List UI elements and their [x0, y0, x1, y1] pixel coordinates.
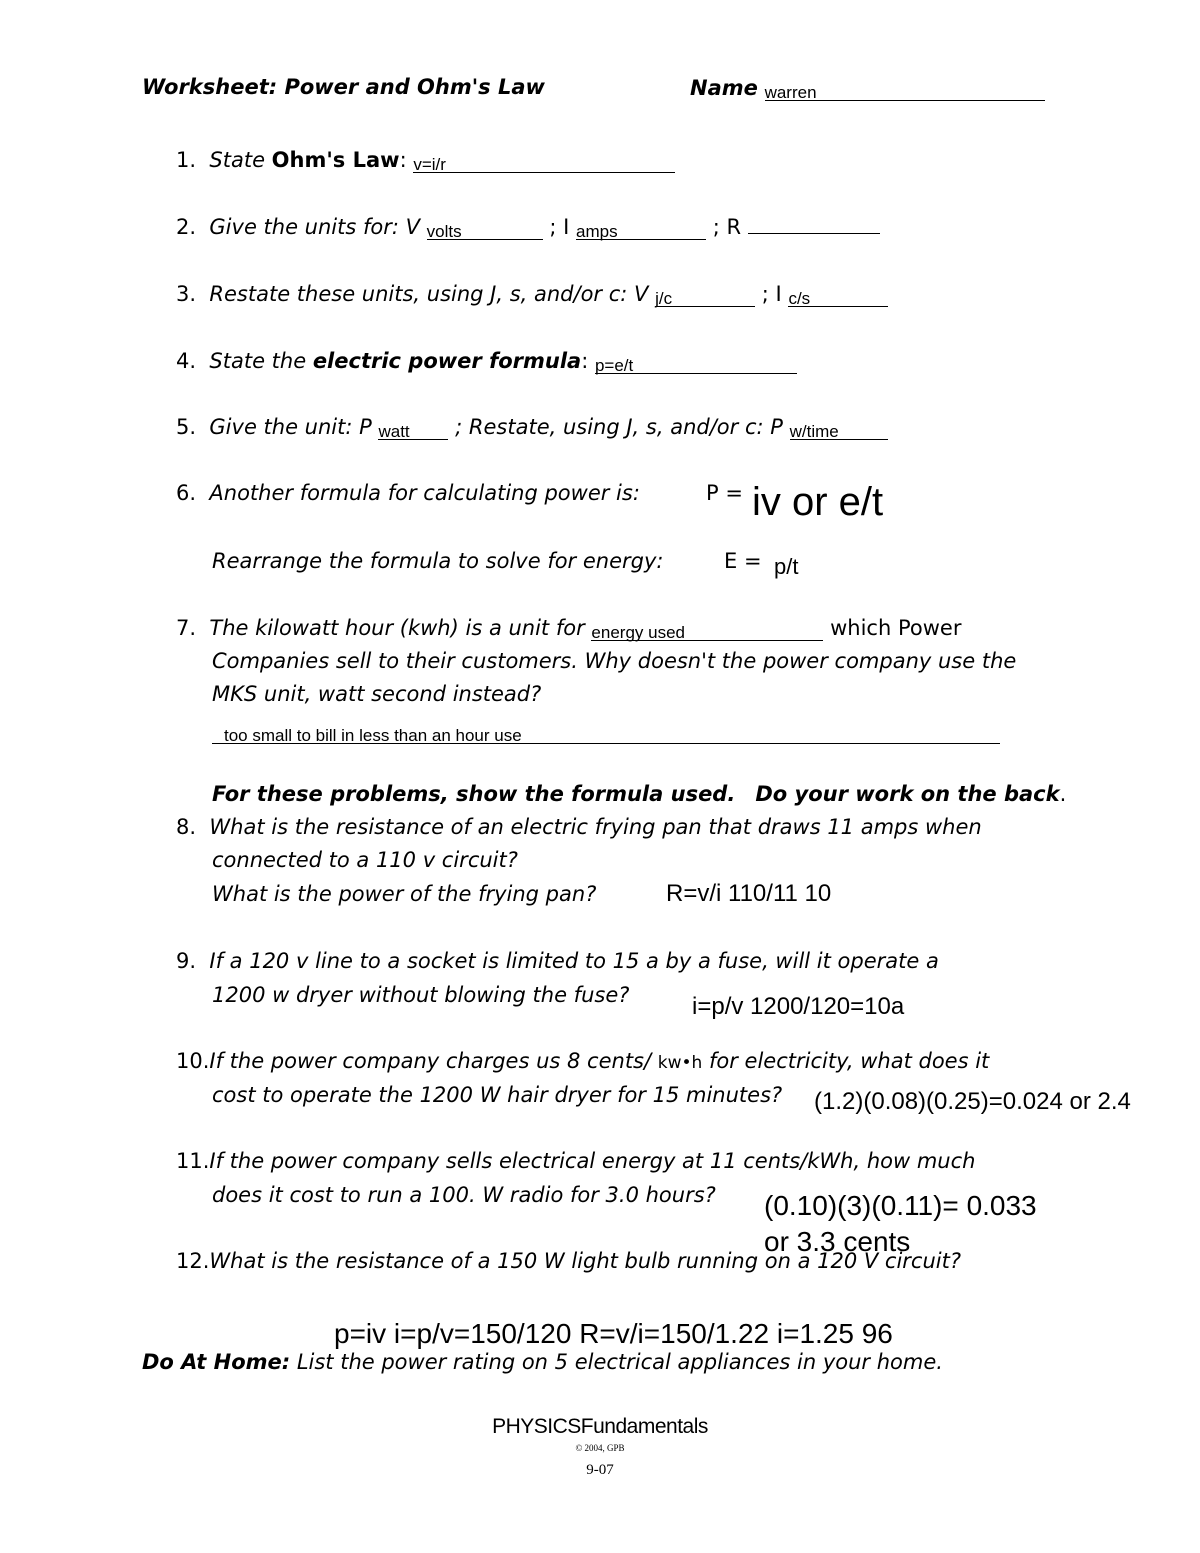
kwh-unit: kw•h [657, 1053, 703, 1073]
q12-answer: p=iv i=p/v=150/120 R=v/i=150/1.22 i=1.25 96 [334, 1318, 893, 1349]
q11-answer-1: (0.10)(3)(0.11)= 0.033 [764, 1190, 1037, 1221]
q2-i-answer-line[interactable] [576, 216, 706, 240]
q6-p-answer: iv or e/t [752, 480, 884, 524]
question-9: 9. If a 120 v line to a socket is limited to 15 a by a fuse, will it operate a [176, 949, 939, 973]
question-6: 6. Another formula for calculating power is: [176, 481, 640, 505]
question-8: 8. What is the resistance of an electric frying pan that draws 11 amps when [176, 815, 982, 839]
question-3: 3. Restate these units, using J, s, and/or c: V j/c ; I c/s [176, 283, 888, 307]
q11-answer-2: or 3.3 cents [764, 1226, 911, 1257]
q9-answer: i=p/v 1200/120=10a [692, 993, 905, 1020]
q7-explain: too small to bill in less than an hour use [224, 726, 522, 745]
q6-p-label: P = [706, 481, 743, 505]
question-4: 4. State the electric power formula: p=e/t [176, 350, 797, 374]
q1-answer: v=i/r [413, 155, 446, 174]
q10-answer: (1.2)(0.08)(0.25)=0.024 or 2.4 [814, 1088, 1131, 1115]
q6-rearrange: Rearrange the formula to solve for energy: [212, 549, 664, 573]
q8-line3: What is the power of the frying pan? [212, 882, 597, 906]
worksheet-title: Worksheet: Power and Ohm's Law [142, 75, 545, 99]
q4-answer: p=e/t [594, 356, 634, 375]
question-5: 5. Give the unit: P watt ; Restate, using J, s, and/or c: P w/time [176, 416, 888, 440]
q2-v-answer-line[interactable] [427, 216, 543, 240]
footer-page-number: 9-07 [586, 1462, 614, 1478]
q5-p-answer: watt [378, 422, 410, 441]
name-answer: warren [764, 83, 817, 102]
q10-line2: cost to operate the 1200 W hair dryer for 15 minutes? [212, 1083, 783, 1107]
question-7: 7. The kilowatt hour (kwh) is a unit for energy used which Power [176, 616, 962, 642]
q1-answer-line[interactable] [413, 149, 675, 173]
question-11: 11.If the power company sells electrical energy at 11 cents/kWh, how much [176, 1149, 976, 1173]
q6-e-answer: p/t [774, 554, 799, 579]
name-field: Name warren [690, 77, 1045, 101]
footer-brand: PHYSICSFundamentals [492, 1415, 708, 1438]
footer-copyright: © 2004, GPB [575, 1443, 625, 1453]
q2-i-answer: amps [576, 222, 618, 241]
q8-answer: R=v/i 110/11 10 [666, 880, 832, 907]
q5-p2-answer: w/time [789, 422, 839, 441]
do-at-home: Do At Home: List the power rating on 5 electrical appliances in your home. [142, 1350, 943, 1374]
q7-explain-line[interactable] [212, 720, 1000, 744]
q8-line2: connected to a 110 v circuit? [212, 848, 518, 872]
q3-v-answer: j/c [655, 289, 673, 308]
q7-answer-line[interactable] [591, 617, 823, 641]
q2-r-answer-line[interactable] [748, 233, 880, 234]
question-2: 2. Give the units for: V volts ; I amps ; R [176, 216, 880, 240]
q4-answer-line[interactable] [595, 350, 797, 374]
q3-i-answer-line[interactable] [788, 283, 888, 307]
name-answer-line[interactable] [765, 77, 1045, 101]
question-1: 1. State Ohm's Law: v=i/r [176, 149, 675, 173]
q6-e-label: E = [724, 549, 762, 573]
q9-line2: 1200 w dryer without blowing the fuse? [212, 983, 630, 1007]
q3-i-answer: c/s [788, 289, 811, 308]
q2-v-answer: volts [426, 222, 462, 241]
q11-line2: does it cost to run a 100. W radio for 3.0 hours? [212, 1183, 716, 1207]
question-10: 10.If the power company charges us 8 cents/ kw•h for electricity, what does it [176, 1049, 990, 1073]
q7-line2: Companies sell to their customers. Why doesn't the power company use the [212, 649, 1017, 673]
q7-line3: MKS unit, watt second instead? [212, 682, 542, 706]
q7-answer: energy used [591, 623, 685, 642]
q5-p2-answer-line[interactable] [790, 416, 888, 440]
q3-v-answer-line[interactable] [655, 283, 755, 307]
question-12: 12.What is the resistance of a 150 W light bulb running on a 120 V circuit? [176, 1249, 961, 1273]
problem-instructions: For these problems, show the formula used. Do your work on the back. [212, 782, 1067, 806]
q5-p-answer-line[interactable] [378, 416, 448, 440]
